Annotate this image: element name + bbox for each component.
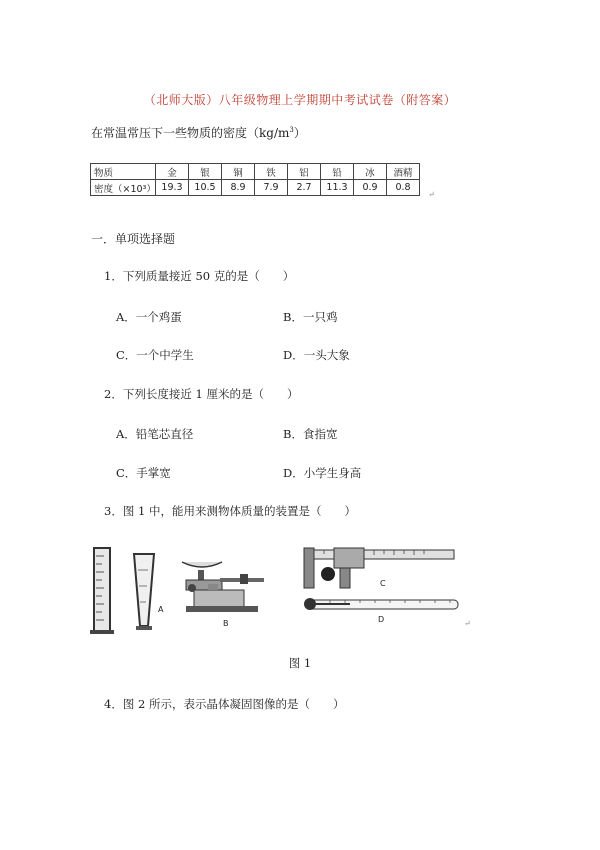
table-cell: 0.8 (387, 180, 420, 196)
beaker-icon (134, 554, 154, 630)
table-cell: 7.9 (255, 180, 288, 196)
figure-1 (90, 540, 480, 640)
vernier-caliper-icon (304, 548, 454, 588)
document-title: （北师大版）八年级物理上学期期中考试试卷（附答案） (143, 93, 457, 107)
table-header-cell: 铁 (255, 164, 288, 180)
table-cell: 19.3 (156, 180, 189, 196)
density-intro: 在常温常压下一些物质的密度$(kg/m^3)$ (91, 126, 306, 140)
table-row-label: 密度（×10³） (91, 180, 156, 196)
question-4-stem: 4．图 2 所示，表示晶体凝固图像的是（ ） (104, 697, 345, 711)
question-1-option-d: D．一头大象 (283, 348, 350, 362)
table-header-cell: 酒精 (387, 164, 420, 180)
section-title: 一．单项选择题 (91, 232, 176, 246)
table-header-cell: 银 (189, 164, 222, 180)
figure-label-c: C (380, 579, 386, 588)
table-cell: 0.9 (354, 180, 387, 196)
graduated-cylinder-icon (90, 548, 114, 634)
table-header-cell: 铅 (321, 164, 354, 180)
question-2-option-d: D．小学生身高 (283, 466, 362, 480)
question-2-stem: 2．下列长度接近 1 厘米的是（ ） (104, 387, 299, 401)
table-header-cell: 铝 (288, 164, 321, 180)
figure-label-a: A (158, 605, 164, 614)
paragraph-mark-icon: ↵ (428, 190, 435, 199)
table-header-cell: 铜 (222, 164, 255, 180)
table-header-cell: 金 (156, 164, 189, 180)
thermometer-icon (304, 598, 458, 610)
table-header-cell: 物质 (91, 164, 156, 180)
question-1-option-a: A．一个鸡蛋 (116, 310, 182, 324)
platform-scale-icon (182, 562, 264, 612)
table-cell: 11.3 (321, 180, 354, 196)
paragraph-mark-icon: ↵ (464, 619, 471, 628)
density-table-header-row (91, 164, 420, 180)
question-1-stem: 1．下列质量接近 50 克的是（ ） (104, 269, 295, 283)
question-2-option-c: C．手掌宽 (116, 466, 171, 480)
table-header-cell: 冰 (354, 164, 387, 180)
question-3-stem: 3．图 1 中，能用来测物体质量的装置是（ ） (104, 504, 356, 518)
density-table (90, 163, 420, 196)
figure-1-caption: 图 1 (288, 656, 312, 670)
table-cell: 2.7 (288, 180, 321, 196)
question-2-option-a: A．铅笔芯直径 (116, 427, 194, 441)
question-1-option-c: C．一个中学生 (116, 348, 194, 362)
density-table-value-row (91, 180, 420, 196)
table-cell: 10.5 (189, 180, 222, 196)
figure-label-d: D (378, 615, 385, 624)
question-1-option-b: B．一只鸡 (283, 310, 338, 324)
figure-label-b: B (223, 619, 229, 628)
figure-1-drawing (90, 540, 480, 640)
table-cell: 8.9 (222, 180, 255, 196)
question-2-option-b: B．食指宽 (283, 427, 338, 441)
